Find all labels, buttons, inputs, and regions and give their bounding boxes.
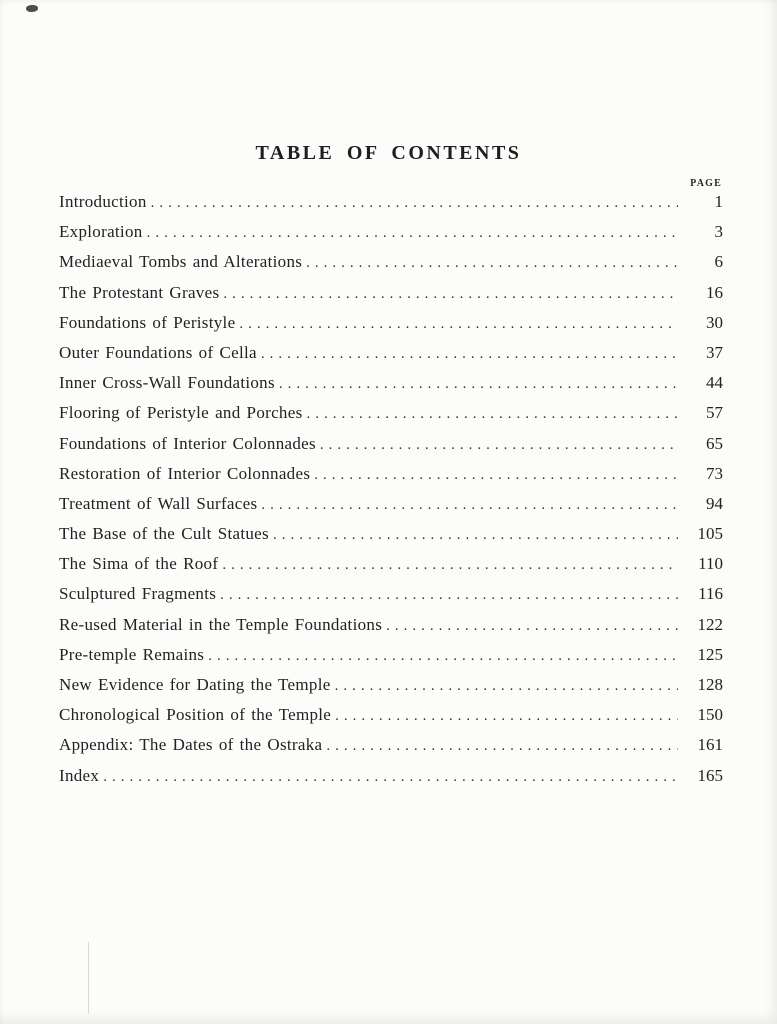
- toc-entry-title: Restoration of Interior Colonnades: [59, 463, 311, 483]
- toc-entry-title: Sculptured Fragments: [59, 584, 217, 604]
- toc-entry: [59, 766, 723, 796]
- toc-entry: [59, 222, 723, 252]
- toc-dot-leader: [335, 708, 678, 725]
- toc-dot-leader: [326, 738, 678, 755]
- toc-entry: [59, 524, 723, 554]
- toc-entry-title: Introduction: [59, 192, 147, 211]
- page-column-label: PAGE: [690, 178, 722, 189]
- toc-dot-leader: [208, 648, 678, 665]
- toc-dot-leader: [222, 557, 678, 574]
- toc-entry-page: 125: [697, 644, 723, 664]
- toc-entry: [59, 705, 723, 735]
- toc-dot-leader: [306, 255, 678, 272]
- toc-entry-page: 16: [706, 282, 723, 302]
- toc-entry-page: 73: [706, 463, 723, 483]
- scan-artifact-line: [88, 942, 89, 1014]
- toc-entry-page: 1: [714, 192, 723, 211]
- scan-artifact-speck: [26, 5, 38, 12]
- toc-entry-title: Exploration: [59, 222, 143, 242]
- toc-entry: [59, 735, 723, 765]
- toc-dot-leader: [151, 195, 678, 212]
- toc-entry-page: 128: [697, 675, 723, 694]
- toc-entry: [59, 494, 723, 524]
- toc-entry-page: 122: [697, 614, 723, 634]
- toc-entry-page: 6: [714, 252, 723, 272]
- toc-entry-title: Inner Cross-Wall Foundations: [59, 373, 275, 393]
- toc-dot-leader: [147, 225, 678, 242]
- toc-entry-page: 65: [706, 433, 723, 453]
- toc-dot-leader: [314, 467, 678, 484]
- toc-entry-page: 30: [706, 312, 723, 332]
- toc-entry: [59, 645, 723, 675]
- toc-entry-page: 57: [706, 403, 723, 423]
- toc-entry-page: 110: [698, 554, 723, 574]
- toc-dot-leader: [320, 437, 678, 454]
- toc-entry-page: 44: [706, 373, 723, 393]
- toc-entry: [59, 675, 723, 705]
- toc-entry-title: Re-used Material in the Temple Foundations: [59, 614, 383, 634]
- toc-entry: [59, 434, 723, 464]
- toc-dot-leader: [223, 286, 678, 303]
- toc-entry-title: Treatment of Wall Surfaces: [59, 493, 258, 513]
- toc-dot-leader: [239, 316, 678, 333]
- toc-dot-leader: [306, 406, 678, 423]
- toc-entry-title: The Sima of the Roof: [59, 554, 219, 574]
- toc-entry-title: Chronological Position of the Temple: [59, 705, 332, 725]
- toc-entry: [59, 584, 723, 614]
- toc-entry: [59, 343, 723, 373]
- toc-entry-title: Appendix: The Dates of the Ostraka: [59, 735, 323, 755]
- toc-entry-page: 3: [714, 222, 723, 242]
- toc-dot-leader: [261, 497, 678, 514]
- toc-entry: [59, 373, 723, 403]
- toc-entry-title: Pre-temple Remains: [59, 644, 205, 664]
- page-title: TABLE OF CONTENTS: [255, 142, 522, 164]
- toc-dot-leader: [261, 346, 678, 363]
- table-of-contents: [59, 178, 723, 796]
- toc-entry: [59, 252, 723, 282]
- toc-entry-title: Index: [59, 765, 100, 785]
- toc-entry: [59, 283, 723, 313]
- toc-entry-page: 37: [706, 342, 723, 362]
- toc-entry-title: New Evidence for Dating the Temple: [59, 675, 331, 694]
- toc-entry: [59, 313, 723, 343]
- toc-entry-page: 150: [697, 705, 723, 725]
- toc-entry: [59, 615, 723, 645]
- toc-entry-title: The Protestant Graves: [59, 282, 220, 302]
- toc-entry-title: Foundations of Peristyle: [59, 312, 236, 332]
- toc-entry-page: 165: [697, 765, 723, 785]
- toc-list: [59, 192, 723, 796]
- toc-entry: [59, 192, 723, 222]
- toc-dot-leader: [335, 678, 678, 695]
- toc-dot-leader: [273, 527, 678, 544]
- toc-entry-page: 116: [698, 584, 723, 604]
- toc-entry-title: The Base of the Cult Statues: [59, 524, 269, 544]
- toc-entry-title: Outer Foundations of Cella: [59, 342, 257, 362]
- toc-entry-page: 161: [697, 735, 723, 755]
- toc-entry: [59, 554, 723, 584]
- toc-entry-page: 94: [706, 493, 723, 513]
- toc-entry-title: Flooring of Peristyle and Porches: [59, 403, 303, 423]
- toc-dot-leader: [220, 587, 678, 604]
- toc-entry: [59, 464, 723, 494]
- toc-dot-leader: [386, 618, 678, 635]
- toc-entry-title: Mediaeval Tombs and Alterations: [59, 252, 303, 272]
- toc-entry-page: 105: [697, 524, 723, 544]
- toc-dot-leader: [103, 769, 678, 786]
- toc-entry: [59, 403, 723, 433]
- toc-dot-leader: [279, 376, 678, 393]
- toc-entry-title: Foundations of Interior Colonnades: [59, 433, 316, 453]
